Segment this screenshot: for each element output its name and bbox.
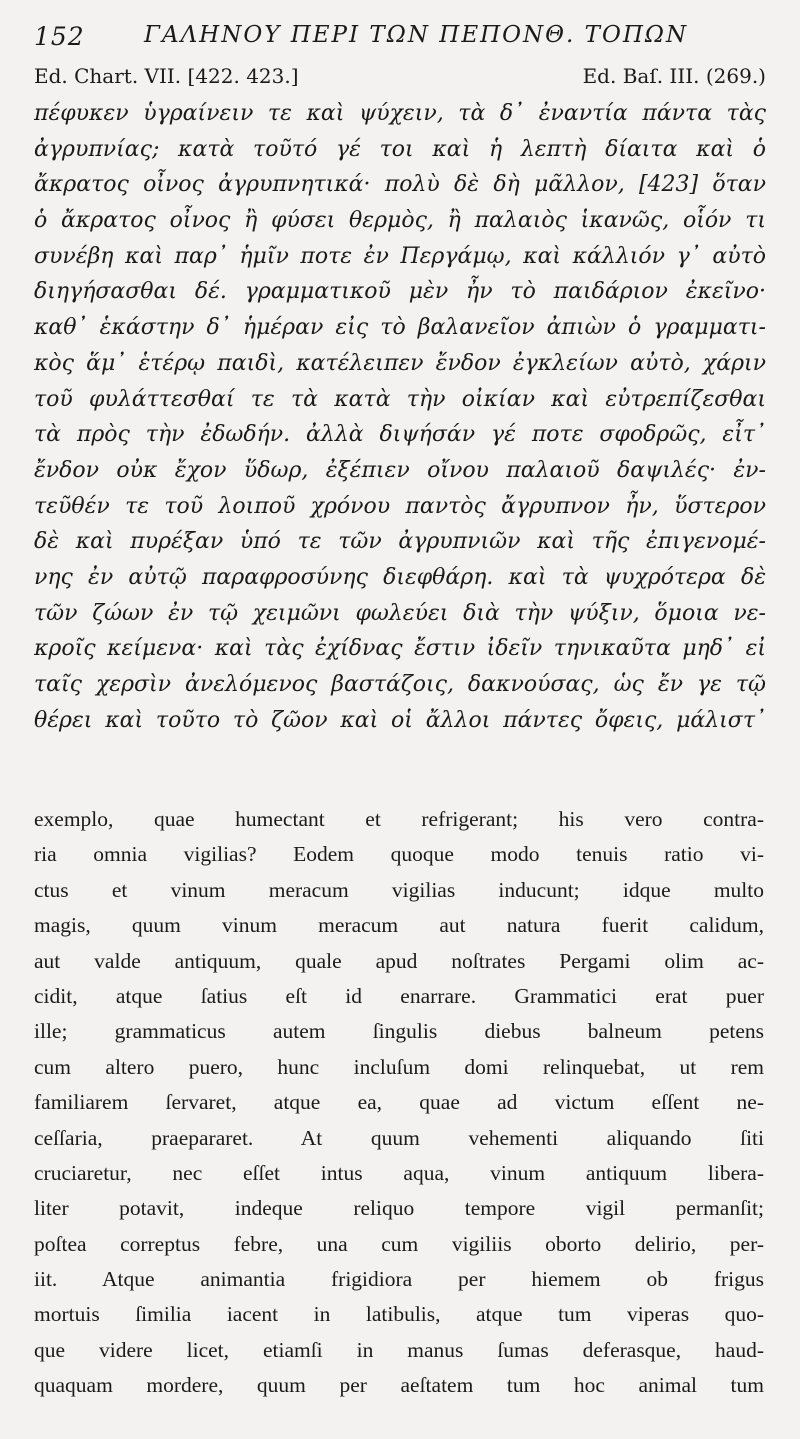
greek-text-line: ἀγρυπνίας; κατὰ τοῦτό γέ τοι καὶ ἡ λεπτὴ δίαιτα καὶ ὁ <box>34 136 766 162</box>
latin-text-line: ctus et vinum meracum vigilias inducunt; idque multo <box>34 877 764 902</box>
latin-text-line: familiarem ſervaret, atque ea, quae ad victum eſſent ne- <box>34 1090 764 1115</box>
latin-text-line: mortuis ſimilia iacent in latibulis, atque tum viperas quo- <box>34 1302 764 1327</box>
greek-text-line: κὸς ἅμ᾽ ἑτέρῳ παιδὶ, κατέλειπεν ἔνδον ἐγκλείων αὐτὸ, χάριν <box>34 350 766 376</box>
edition-basel: Ed. Baſ. III. (269.) <box>582 64 766 88</box>
greek-text-line: νης ἐν αὐτῷ παραφροσύνης διεφθάρη. καὶ τὰ ψυχρότερα δὲ <box>34 564 766 590</box>
latin-text-line: ille; grammaticus autem ſingulis diebus balneum petens <box>34 1019 764 1044</box>
latin-text-line: cruciaretur, nec eſſet intus aqua, vinum antiquum libera- <box>34 1160 764 1185</box>
greek-text-line: ἔνδον οὐκ ἔχον ὕδωρ, ἐξέπιεν οἴνου παλαιοῦ δαψιλές· ἐν- <box>34 457 766 483</box>
greek-text-line: θέρει καὶ τοῦτο τὸ ζῶον καὶ οἱ ἄλλοι πάντες ὄφεις, μάλιστ᾽ <box>34 707 766 733</box>
greek-text-line: πέφυκεν ὑγραίνειν τε καὶ ψύχειν, τὰ δ᾽ ἐναντία πάντα τὰς <box>34 101 766 126</box>
greek-text-line: καθ᾽ ἑκάστην δ᾽ ἡμέραν εἰς τὸ βαλανεῖον ἀπιὼν ὁ γραμματι- <box>34 315 766 341</box>
latin-text-line: magis, quum vinum meracum aut natura fuerit calidum, <box>34 913 764 938</box>
greek-text-line: κροῖς κείμενα· καὶ τὰς ἐχίδνας ἔστιν ἰδεῖν τηνικαῦτα μηδ᾽ εἰ <box>34 636 766 662</box>
latin-text-line: exemplo, quae humectant et refrigerant; his vero contra- <box>34 807 764 831</box>
latin-text-line: ria omnia vigilias? Eodem quoque modo tenuis ratio vi- <box>34 842 764 867</box>
page-header <box>34 22 774 58</box>
latin-text-line: poſtea correptus febre, una cum vigiliis oborto delirio, per- <box>34 1231 764 1256</box>
greek-text-line: τεῦθέν τε τοῦ λοιποῦ χρόνου παντὸς ἄγρυπνον ἦν, ὕστερον <box>34 493 766 519</box>
page-number: 152 <box>34 22 85 51</box>
greek-text-line: ἄκρατος οἶνος ἀγρυπνητικά· πολὺ δὲ δὴ μᾶλλον, [423] ὅταν <box>34 172 766 198</box>
latin-text-line: ceſſaria, praepararet. At quum vehementi aliquando ſiti <box>34 1125 764 1150</box>
greek-text-line: τοῦ φυλάττεσθαί τε τὰ κατὰ τὴν οἰκίαν καὶ εὐτρεπίζεσθαι <box>34 386 766 412</box>
latin-text-line: quaquam mordere, quum per aeſtatem tum hoc animal tum <box>34 1373 764 1398</box>
latin-text-line: iit. Atque animantia frigidiora per hiemem ob frigus <box>34 1267 764 1292</box>
latin-text-line: cidit, atque ſatius eſt id enarrare. Grammatici erat puer <box>34 983 764 1008</box>
greek-text-line: ταῖς χερσὶν ἀνελόμενος βαστάζοις, δακνούσας, ὡς ἔν γε τῷ <box>34 672 766 697</box>
edition-reference <box>34 64 766 94</box>
greek-text-line: διηγήσασθαι δέ. γραμματικοῦ μὲν ἦν τὸ παιδάριον ἐκεῖνο· <box>34 279 766 305</box>
greek-text-line: τὰ πρὸς τὴν ἐδωδήν. ἀλλὰ διψήσάν γέ ποτε σφοδρῶς, εἶτ᾽ <box>34 422 766 448</box>
latin-text-line: liter potavit, indeque reliquo tempore vigil permanſit; <box>34 1196 764 1221</box>
greek-text-line: τῶν ζώων ἐν τῷ χειμῶνι φωλεύει διὰ τὴν ψύξιν, ὅμοια νε- <box>34 600 766 626</box>
latin-text-line: aut valde antiquum, quale apud noſtrates Pergami olim ac- <box>34 948 764 973</box>
greek-text-block <box>34 96 766 738</box>
latin-text-line: cum altero puero, hunc incluſum domi relinquebat, ut rem <box>34 1054 764 1079</box>
running-title: ΓΑΛΗΝΟΥ ΠΕΡΙ ΤΩΝ ΠΕΠΟΝΘ. ΤΟΠΩΝ <box>144 22 689 48</box>
latin-translation-block <box>34 802 764 1404</box>
greek-text-line: ὁ ἄκρατος οἶνος ἢ φύσει θερμὸς, ἢ παλαιὸς ἱκανῶς, οἷόν τι <box>34 208 766 234</box>
greek-text-line: δὲ καὶ πυρέξαν ὑπό τε τῶν ἀγρυπνιῶν καὶ τῆς ἐπιγενομέ- <box>34 529 766 555</box>
edition-chartier: Ed. Chart. VII. [422. 423.] <box>34 64 299 88</box>
greek-text-line: συνέβη καὶ παρ᾽ ἡμῖν ποτε ἐν Περγάμῳ, καὶ κάλλιόν γ᾽ αὐτὸ <box>34 243 766 269</box>
latin-text-line: que videre licet, etiamſi in manus ſumas deferasque, haud- <box>34 1337 764 1362</box>
